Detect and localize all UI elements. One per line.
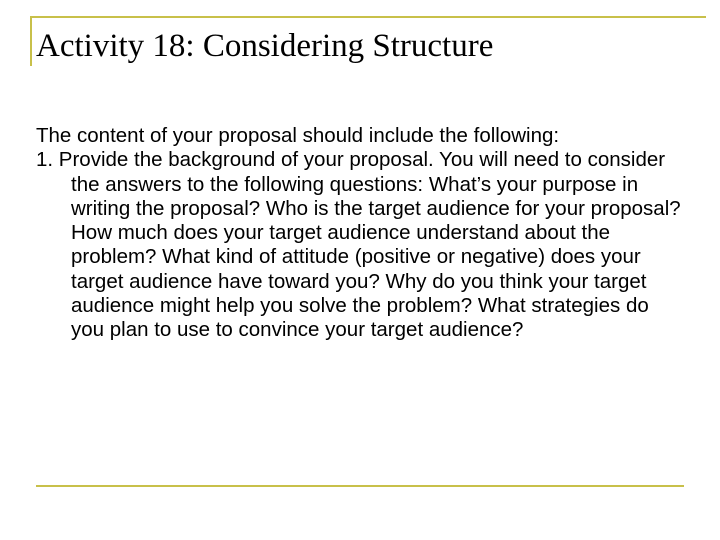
slide-body: [36, 124, 684, 343]
intro-paragraph: The content of your proposal should include the following:: [36, 124, 560, 147]
list-item-1: 1. Provide the background of your proposal. You will need to consider the answers to the following questions: What’s your purpose in writing the proposal? Who is the target audience for your proposal? How much does your target audience understand about the problem? What kind of attitude (positive or negative) does your target audience have toward you? Why do you think your target audience might help you solve the problem? What strategies do you plan to use to convince your target audience?: [36, 148, 681, 342]
slide-title: Activity 18: Considering Structure: [36, 28, 494, 64]
title-top-rule: [30, 16, 706, 18]
title-left-rule: [30, 16, 32, 66]
footer-rule: [36, 485, 684, 487]
